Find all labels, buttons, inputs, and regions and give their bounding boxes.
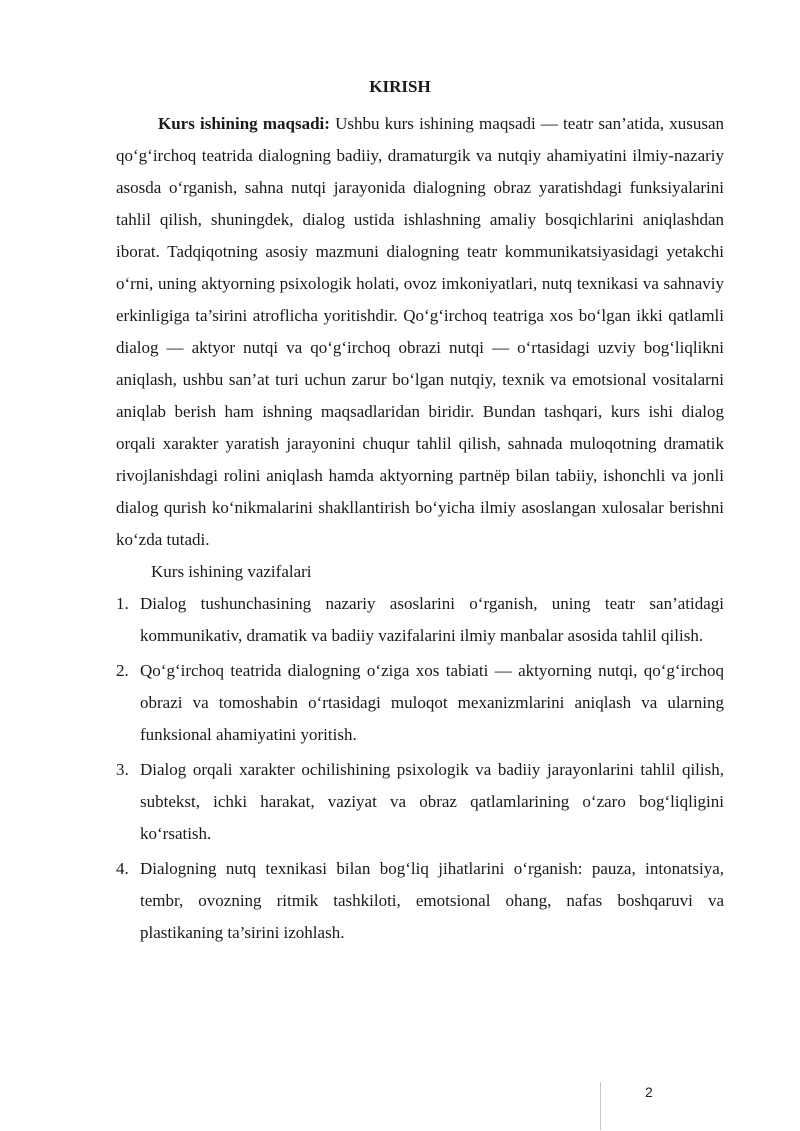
list-item bbox=[116, 853, 724, 949]
list-item-text: Dialog tushunchasining nazariy asoslarini o‘rganish, uning teatr san’atidagi kommunikativ, dramatik va badiiy vazifalarini ilmiy manbalar asosida tahlil qilish. bbox=[140, 594, 724, 645]
footer-divider bbox=[600, 1082, 601, 1130]
document-body bbox=[116, 108, 724, 952]
purpose-paragraph bbox=[116, 108, 724, 556]
purpose-label: Kurs ishining maqsadi: bbox=[158, 114, 330, 133]
list-item-number: 3. bbox=[116, 760, 129, 779]
list-item-number: 2. bbox=[116, 661, 129, 680]
list-item bbox=[116, 588, 724, 652]
list-item-text: Dialogning nutq texnikasi bilan bog‘liq jihatlarini o‘rganish: pauza, intonatsiya, tembr, ovozning ritmik tashkiloti, emotsional ohang, nafas boshqaruvi va plastikaning ta’sirini izohlash. bbox=[140, 859, 724, 942]
tasks-list bbox=[116, 588, 724, 949]
list-item bbox=[116, 655, 724, 751]
list-item-number: 1. bbox=[116, 594, 129, 613]
list-item-number: 4. bbox=[116, 859, 129, 878]
page-title: KIRISH bbox=[369, 77, 431, 96]
tasks-heading: Kurs ishining vazifalari bbox=[151, 562, 312, 581]
list-item bbox=[116, 754, 724, 850]
page-number: 2 bbox=[645, 1084, 653, 1100]
purpose-text: Ushbu kurs ishining maqsadi — teatr san’atida, xususan qo‘g‘irchoq teatrida dialogning badiiy, dramaturgik va nutqiy ahamiyatini ilmiy-nazariy asosda o‘rganish, sahna nutqi jarayonida dialogning obraz yaratishdagi funksiyalarini tahlil qilish, shuningdek, dialog ustida ishlashning amaliy bosqichlarini aniqlashdan iborat. Tadqiqotning asosiy mazmuni dialogning teatr kommunikatsiyasidagi yetakchi o‘rni, uning aktyorning psixologik holati, ovoz imkoniyatlari, nutq texnikasi va sahnaviy erkinligiga ta’sirini atroflicha yoritishdir. Qo‘g‘irchoq teatriga xos bo‘lgan ikki qatlamli dialog — aktyor nutqi va qo‘g‘irchoq obrazi nutqi — o‘rtasidagi uzviy bog‘liqlikni aniqlash, ushbu san’at turi uchun zarur bo‘lgan nutqiy, texnik va emotsional vositalarni aniqlab berish ham ishning maqsadlaridan biridir. Bundan tashqari, kurs ishi dialog orqali xarakter yaratish jarayonini chuqur tahlil qilish, sahnada muloqotning dramatik rivojlanishdagi rolini aniqlash hamda aktyorning partnёp bilan tabiiy, ishonchli va jonli dialog qurish ko‘nikmalarini shakllantirish bo‘yicha ilmiy asoslangan xulosalar berishni ko‘zda tutadi. bbox=[116, 114, 724, 549]
list-item-text: Qo‘g‘irchoq teatrida dialogning o‘ziga xos tabiati — aktyorning nutqi, qo‘g‘irchoq obrazi va tomoshabin o‘rtasidagi muloqot mexanizmlarini aniqlash va ularning funksional ahamiyatini yoritish. bbox=[140, 661, 724, 744]
list-item-text: Dialog orqali xarakter ochilishining psixologik va badiiy jarayonlarini tahlil qilish, subtekst, ichki harakat, vaziyat va obraz qatlamlarining o‘zaro bog‘liqligini ko‘rsatish. bbox=[140, 760, 724, 843]
